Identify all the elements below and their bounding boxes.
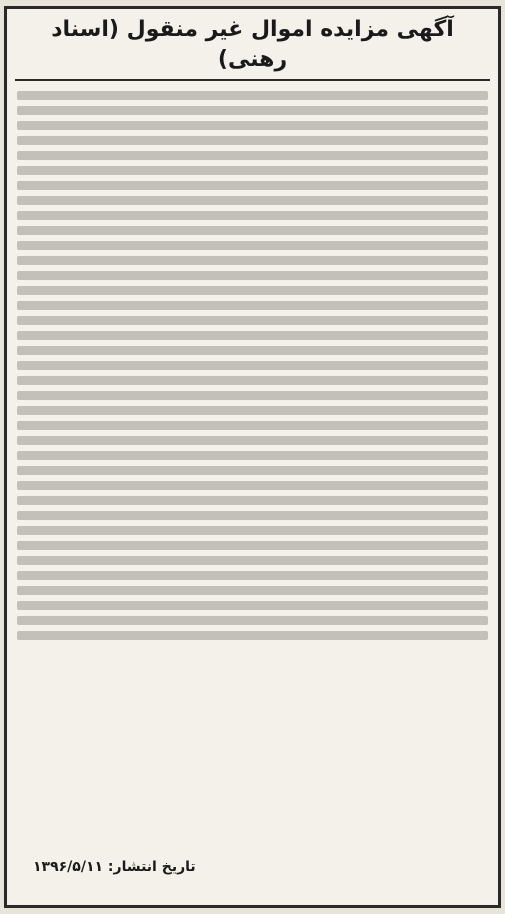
- placeholder-line: [17, 466, 488, 475]
- placeholder-line: [17, 556, 488, 565]
- placeholder-line: [17, 346, 488, 355]
- placeholder-line: [17, 271, 488, 280]
- placeholder-line: [17, 121, 488, 130]
- publication-date: تاریخ انتشار: ۱۳۹۶/۵/۱۱: [33, 859, 196, 875]
- placeholder-line: [17, 106, 488, 115]
- placeholder-line: [17, 481, 488, 490]
- placeholder-line: [17, 166, 488, 175]
- placeholder-line: [17, 196, 488, 205]
- illegible-body-placeholder: [17, 85, 488, 855]
- placeholder-line: [17, 391, 488, 400]
- placeholder-line: [17, 631, 488, 640]
- placeholder-line: [17, 331, 488, 340]
- placeholder-line: [17, 421, 488, 430]
- newspaper-notice: [4, 6, 501, 908]
- placeholder-line: [17, 541, 488, 550]
- placeholder-line: [17, 286, 488, 295]
- placeholder-line: [17, 91, 488, 100]
- placeholder-line: [17, 301, 488, 310]
- placeholder-line: [17, 496, 488, 505]
- notice-body: [17, 85, 488, 855]
- placeholder-line: [17, 136, 488, 145]
- placeholder-line: [17, 571, 488, 580]
- placeholder-line: [17, 151, 488, 160]
- placeholder-line: [17, 406, 488, 415]
- placeholder-line: [17, 316, 488, 325]
- placeholder-line: [17, 376, 488, 385]
- placeholder-line: [17, 616, 488, 625]
- placeholder-line: [17, 586, 488, 595]
- placeholder-line: [17, 451, 488, 460]
- placeholder-line: [17, 181, 488, 190]
- placeholder-line: [17, 601, 488, 610]
- placeholder-line: [17, 436, 488, 445]
- notice-heading: آگهی مزایده اموال غیر منقول (اسناد رهنی): [15, 15, 490, 81]
- placeholder-line: [17, 241, 488, 250]
- placeholder-line: [17, 226, 488, 235]
- placeholder-line: [17, 526, 488, 535]
- placeholder-line: [17, 211, 488, 220]
- placeholder-line: [17, 511, 488, 520]
- placeholder-line: [17, 256, 488, 265]
- placeholder-line: [17, 361, 488, 370]
